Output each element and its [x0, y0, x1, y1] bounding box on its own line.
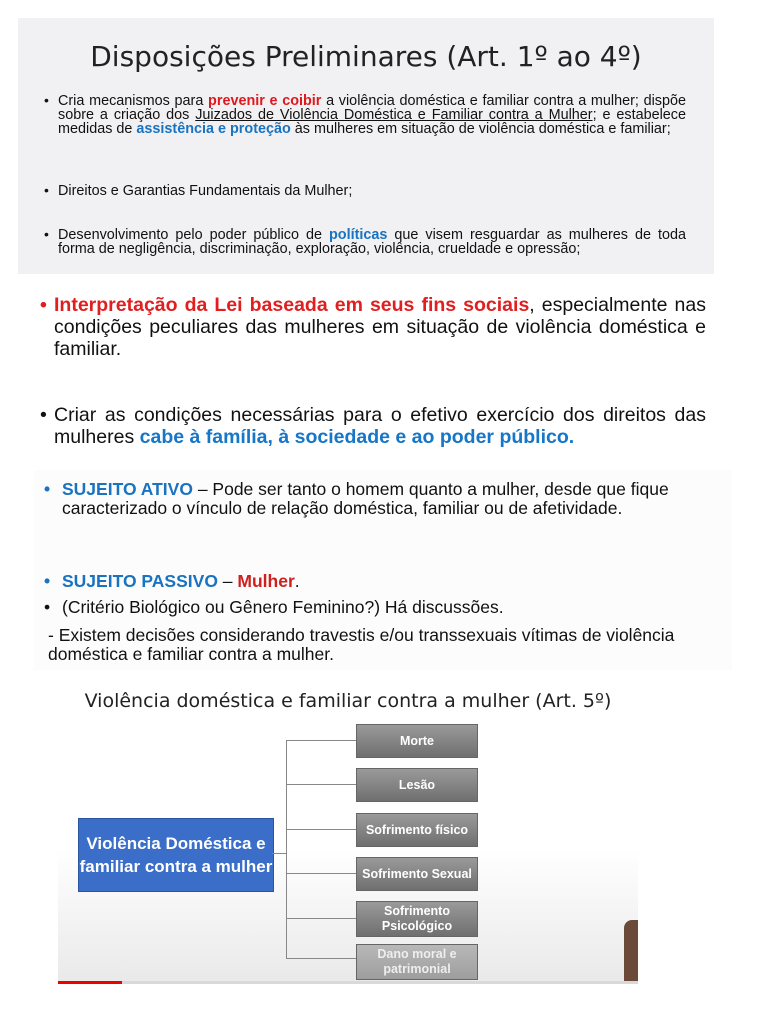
slide-violencia-diagram	[58, 682, 638, 984]
bullet-dot: •	[40, 404, 47, 426]
category-dano-moral: Dano moral e patrimonial	[356, 944, 478, 980]
video-progress-fill	[58, 981, 122, 984]
bullet-criterio	[44, 598, 702, 617]
slide-disposicoes-preliminares	[18, 18, 714, 274]
video-progress-bar[interactable]	[58, 981, 638, 984]
connector-branch	[286, 784, 356, 785]
category-lesao: Lesão	[356, 768, 478, 802]
bullet-sujeito-passivo	[44, 572, 702, 591]
category-sofrimento-fisico: Sofrimento físico	[356, 813, 478, 847]
bullet-dot: •	[44, 597, 51, 617]
slide-title: Disposições Preliminares (Art. 1º ao 4º)	[90, 40, 642, 73]
decisoes-text: - Existem decisões considerando travestis e/ou transsexuais vítimas de violência doméstica e familiar contra a mulher.	[48, 625, 675, 664]
connector-branch	[286, 740, 356, 741]
connector-horizontal	[272, 853, 286, 854]
bullet-dot: •	[44, 182, 49, 198]
main-concept-box: Violência Doméstica e familiar contra a mulher	[78, 818, 274, 892]
bullet-dot: •	[44, 92, 49, 108]
bullet-cria-mecanismos	[44, 94, 686, 136]
bullet-dot: •	[44, 571, 51, 591]
bullet-interpretacao	[40, 294, 706, 360]
bullet-dot: •	[44, 479, 51, 499]
connector-branch	[286, 829, 356, 830]
bullet-text: Desenvolvimento pelo poder público de políticas que visem resguardar as mulheres de toda forma de negligência, discriminação, exploração, violência, crueldade e opressão;	[58, 227, 686, 257]
bullet-direitos-garantias	[44, 184, 686, 198]
slide-sujeitos	[34, 470, 732, 670]
bullet-text: SUJEITO ATIVO – Pode ser tanto o homem quanto a mulher, desde que fique caracterizado o vínculo de relação doméstica, familiar ou de afetividade.	[62, 479, 669, 518]
bullet-text: Interpretação da Lei baseada em seus fins sociais, especialmente nas condições peculiares das mulheres em situação de violência doméstica e familiar.	[54, 294, 706, 360]
slide-interpretacao	[22, 284, 714, 470]
bullet-dot: •	[40, 294, 47, 316]
bullet-politicas	[44, 228, 686, 256]
category-morte: Morte	[356, 724, 478, 758]
bullet-sujeito-ativo	[44, 480, 702, 518]
bullet-dot: •	[44, 226, 49, 242]
bullet-text: Cria mecanismos para prevenir e coibir a violência doméstica e familiar contra a mulher; dispõe sobre a criação dos Juizados de Violência Doméstica e Familiar contra a Mulher; e estabelece medidas de assistência e proteção às mulheres em situação de violência doméstica e familiar;	[58, 93, 687, 137]
connector-branch	[286, 958, 356, 959]
connector-branch	[286, 918, 356, 919]
category-sofrimento-psicologico: Sofrimento Psicológico	[356, 901, 478, 937]
bullet-text: Direitos e Garantias Fundamentais da Mulher;	[58, 183, 353, 199]
bullet-text: (Critério Biológico ou Gênero Feminino?) Há discussões.	[62, 597, 504, 617]
bullet-criar-condicoes	[40, 404, 706, 448]
presenter-video-thumbnail	[624, 920, 638, 984]
bullet-text: Criar as condições necessárias para o efetivo exercício dos direitos das mulheres cabe à família, à sociedade e ao poder público.	[54, 404, 706, 448]
category-sofrimento-sexual: Sofrimento Sexual	[356, 857, 478, 891]
connector-branch	[286, 873, 356, 874]
slide-title: Violência doméstica e familiar contra a mulher (Art. 5º)	[84, 690, 612, 712]
connector-vertical	[286, 740, 287, 958]
bullet-text: SUJEITO PASSIVO – Mulher.	[62, 571, 300, 591]
